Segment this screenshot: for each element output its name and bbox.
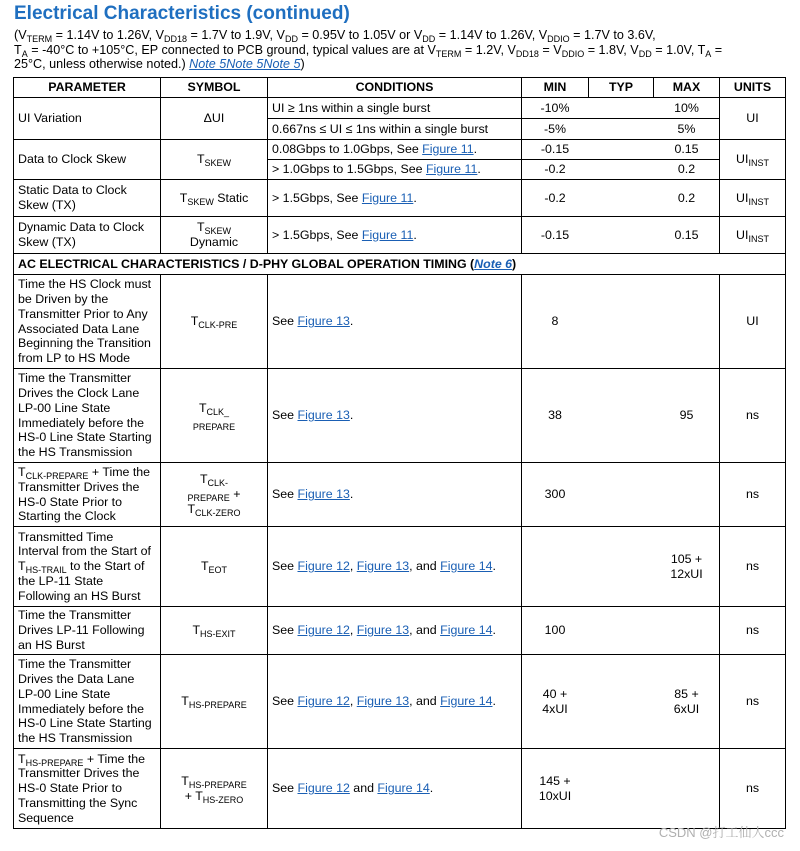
max-hs-zero <box>654 749 720 829</box>
note-5-link[interactable]: Note 5Note 5Note 5 <box>189 57 301 71</box>
min-dynamic: -0.15 <box>522 217 589 254</box>
min-hs-zero: 145 + 10xUI <box>522 749 589 829</box>
symbol-delta-ui: ΔUI <box>161 98 268 140</box>
max-hs-prepare: 85 + 6xUI <box>654 655 720 749</box>
figure-11-link[interactable]: Figure 11 <box>425 162 478 177</box>
symbol-ths-prepare: $T_{HS-PREPARE}$ <box>161 655 268 749</box>
cond-dynamic: > 1.5Gbps, See Figure 11. <box>268 217 522 254</box>
units-ui: UI <box>720 98 786 140</box>
units-static: $UI_{INST}$ <box>720 180 786 217</box>
section-header: AC ELECTRICAL CHARACTERISTICS / D-PHY GLOBAL OPERATION TIMING (Note 6) <box>14 254 786 275</box>
max-ui-2: 5% <box>654 119 720 140</box>
figure-11-link[interactable]: Figure 11 <box>422 142 474 157</box>
units-clk-pre: UI <box>720 275 786 369</box>
figure-12-link[interactable]: Figure 12 <box>297 623 350 638</box>
param-eot: Transmitted Time Interval from the Start of $T_{HS-TRAIL}$ to the Start of the LP-11 State Following an HS Burst <box>14 527 161 607</box>
figure-13-link[interactable]: Figure 13 <box>356 623 410 638</box>
cond-hs-prepare: See Figure 12, Figure 13, and Figure 14. <box>268 655 522 749</box>
param-static-skew: Static Data to Clock Skew (TX) <box>14 180 161 217</box>
header-max: MAX <box>654 78 720 98</box>
units-hs-exit: ns <box>720 607 786 655</box>
cond-hs-exit: See Figure 12, Figure 13, and Figure 14. <box>268 607 522 655</box>
figure-11-link[interactable]: Figure 11 <box>361 227 414 242</box>
param-hs-zero: $T_{HS-PREPARE}$ + Time the Transmitter Drives the HS-0 State Prior to Transmitting the Sync Sequence <box>14 749 161 829</box>
min-clk-zero: 300 <box>522 463 589 527</box>
figure-13-link[interactable]: Figure 13 <box>356 559 410 574</box>
max-hs-exit <box>654 607 720 655</box>
symbol-tskew: $T_{SKEW}$ <box>161 140 268 180</box>
table-row <box>14 527 786 607</box>
figure-14-link[interactable]: Figure 14 <box>440 623 493 638</box>
cond-static: > 1.5Gbps, See Figure 11. <box>268 180 522 217</box>
figure-12-link[interactable]: Figure 12 <box>297 559 350 574</box>
cond-eot: See Figure 12, Figure 13, and Figure 14. <box>268 527 522 607</box>
max-dynamic: 0.15 <box>654 217 720 254</box>
cond-ui-1: UI ≥ 1ns within a single burst <box>268 98 522 119</box>
units-clk-zero: ns <box>720 463 786 527</box>
symbol-ths-zero: $T_{HS-PREPARE}$ + $T_{HS-ZERO}$ <box>161 749 268 829</box>
param-data-clock-skew: Data to Clock Skew <box>14 140 161 180</box>
min-static: -0.2 <box>522 180 589 217</box>
table-row <box>14 98 786 119</box>
cond-clk-prepare: See Figure 13. <box>268 369 522 463</box>
symbol-tclk-pre: $T_{CLK-PRE}$ <box>161 275 268 369</box>
header-typ: TYP <box>589 78 654 98</box>
table-row <box>14 217 786 254</box>
symbol-tskew-dynamic: $T_{SKEW}$ Dynamic <box>161 217 268 254</box>
conditions-text: ($V_{TERM} = 1.14V$ to 1.26V, $V_{DD18} = 1.7V$ to 1.9V, $V_{DD} = 0.95V$ to 1.05V or $V_{DD} = 1.14V$ to 1.26V, $V_{DDIO} = 1.7V$ to 3.6V, $T_A = -40^\circ C$ to +105°C, EP connected to PCB ground, typical values are at $V_{TERM} = 1.2V$, $V_{DD18} = V_{DDIO} = 1.8V$, $V_{DD} = 1.0V$, $T_A$ = 25°C, unless otherwise noted.) Note 5Note 5Note 5) <box>14 28 723 71</box>
units-dynamic: $UI_{INST}$ <box>720 217 786 254</box>
min-clk-prepare: 38 <box>522 369 589 463</box>
param-ui-variation: UI Variation <box>14 98 161 140</box>
figure-13-link[interactable]: Figure 13 <box>356 694 410 709</box>
min-clk-pre: 8 <box>522 275 589 369</box>
min-hs-exit: 100 <box>522 607 589 655</box>
max-ui-1: 10% <box>654 98 720 119</box>
max-eot: 105 + 12xUI <box>654 527 720 607</box>
max-skew-2: 0.2 <box>654 160 720 180</box>
header-parameter: PARAMETER <box>14 78 161 98</box>
min-skew-2: -0.2 <box>522 160 589 180</box>
param-clk-zero: $T_{CLK-PREPARE}$ + Time the Transmitter Drives the HS-0 State Prior to Starting the Clock <box>14 463 161 527</box>
header-units: UNITS <box>720 78 786 98</box>
figure-14-link[interactable]: Figure 14 <box>440 559 493 574</box>
cond-ui-2: 0.667ns ≤ UI ≤ 1ns within a single burst <box>268 119 522 140</box>
figure-12-link[interactable]: Figure 12 <box>297 781 350 796</box>
table-row <box>14 369 786 463</box>
figure-12-link[interactable]: Figure 12 <box>297 694 350 709</box>
page-title: Electrical Characteristics (continued) <box>14 3 350 24</box>
units-hs-zero: ns <box>720 749 786 829</box>
cond-clk-pre: See Figure 13. <box>268 275 522 369</box>
header-row <box>14 78 786 98</box>
param-clk-prepare: Time the Transmitter Drives the Clock Lane LP-00 Line State Immediately before the HS-0 Line State Starting the HS Transmission <box>14 369 161 463</box>
table-row <box>14 607 786 655</box>
watermark: CSDN @打工仙人ccc <box>658 825 784 840</box>
header-min: MIN <box>522 78 589 98</box>
header-symbol: SYMBOL <box>161 78 268 98</box>
min-skew-1: -0.15 <box>522 140 589 160</box>
param-hs-prepare: Time the Transmitter Drives the Data Lane LP-00 Line State Immediately before the HS-0 Line State Starting the HS Transmission <box>14 655 161 749</box>
symbol-tskew-static: $T_{SKEW}$ Static <box>161 180 268 217</box>
electrical-characteristics-table <box>13 77 786 829</box>
table-row <box>14 655 786 749</box>
figure-14-link[interactable]: Figure 14 <box>440 694 493 709</box>
note-6-link[interactable]: Note 6 <box>474 256 513 271</box>
units-hs-prepare: ns <box>720 655 786 749</box>
param-dynamic-skew: Dynamic Data to Clock Skew (TX) <box>14 217 161 254</box>
section-row <box>14 254 786 275</box>
cond-skew-2: > 1.0Gbps to 1.5Gbps, See Figure 11. <box>268 160 522 180</box>
symbol-tclk-prepare: $T_{CLK\_}$ $_{PREPARE}$ <box>161 369 268 463</box>
table-row <box>14 275 786 369</box>
figure-13-link[interactable]: Figure 13 <box>297 487 350 502</box>
max-clk-pre <box>654 275 720 369</box>
figure-13-link[interactable]: Figure 13 <box>297 408 350 423</box>
table-row <box>14 140 786 160</box>
table-row <box>14 749 786 829</box>
header-conditions: CONDITIONS <box>268 78 522 98</box>
cond-hs-zero: See Figure 12 and Figure 14. <box>268 749 522 829</box>
figure-14-link[interactable]: Figure 14 <box>377 781 430 796</box>
max-clk-zero <box>654 463 720 527</box>
min-eot <box>522 527 589 607</box>
min-ui-1: -10% <box>522 98 589 119</box>
max-static: 0.2 <box>654 180 720 217</box>
figure-13-link[interactable]: Figure 13 <box>297 314 350 329</box>
symbol-tclk-zero: $T_{CLK-}$ $_{PREPARE}$ + $T_{CLK-ZERO}$ <box>161 463 268 527</box>
cond-clk-zero: See Figure 13. <box>268 463 522 527</box>
units-skew: $UI_{INST}$ <box>720 140 786 180</box>
table-row <box>14 180 786 217</box>
figure-11-link[interactable]: Figure 11 <box>361 190 414 205</box>
table-row <box>14 463 786 527</box>
min-hs-prepare: 40 + 4xUI <box>522 655 589 749</box>
cond-skew-1: 0.08Gbps to 1.0Gbps, See Figure 11. <box>268 140 522 160</box>
max-skew-1: 0.15 <box>654 140 720 160</box>
symbol-teot: $T_{EOT}$ <box>161 527 268 607</box>
param-hs-exit: Time the Transmitter Drives LP-11 Following an HS Burst <box>14 607 161 655</box>
units-clk-prepare: ns <box>720 369 786 463</box>
min-ui-2: -5% <box>522 119 589 140</box>
param-clk-pre: Time the HS Clock must be Driven by the Transmitter Prior to Any Associated Data Lane Beginning the Transition from LP to HS Mode <box>14 275 161 369</box>
max-clk-prepare: 95 <box>654 369 720 463</box>
symbol-ths-exit: $T_{HS-EXIT}$ <box>161 607 268 655</box>
units-eot: ns <box>720 527 786 607</box>
